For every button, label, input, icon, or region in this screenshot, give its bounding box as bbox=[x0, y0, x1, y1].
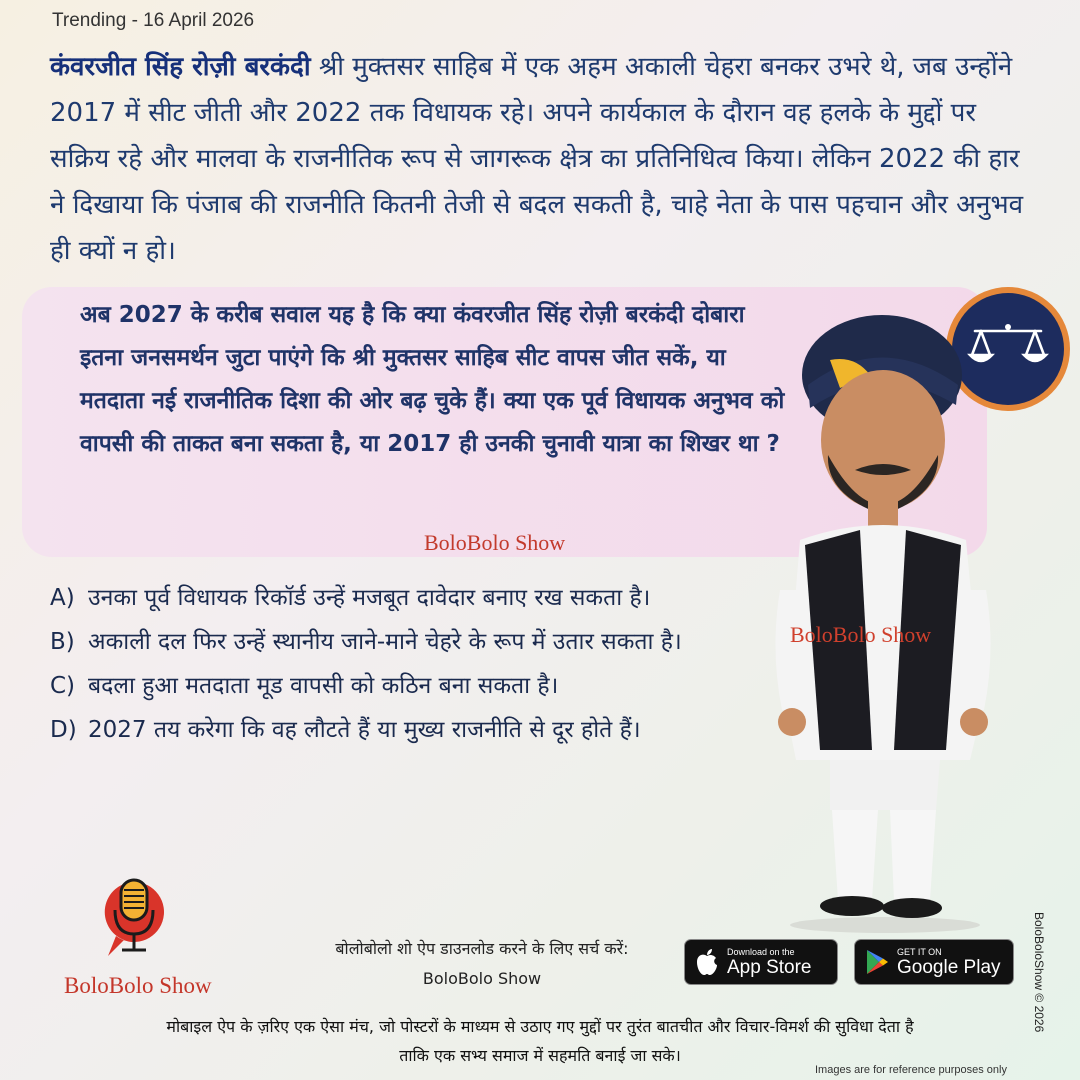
google-play-icon bbox=[865, 949, 889, 975]
answer-options bbox=[50, 576, 730, 752]
google-play-button[interactable] bbox=[854, 939, 1014, 985]
download-instructions bbox=[298, 934, 666, 994]
option-c[interactable] bbox=[50, 664, 730, 708]
option-letter: B) bbox=[50, 629, 75, 655]
intro-paragraph bbox=[50, 44, 1040, 274]
download-line: बोलोबोलो शो ऐप डाउनलोड करने के लिए सर्च करें: bbox=[335, 939, 629, 958]
app-store-label: App Store bbox=[727, 956, 812, 978]
option-text: 2027 तय करेगा कि वह लौटते हैं या मुख्य राजनीति से दूर होते हैं। bbox=[88, 717, 641, 743]
brand-name: BoloBolo Show bbox=[64, 973, 212, 998]
politician-illustration bbox=[760, 290, 1010, 935]
watermark: BoloBolo Show bbox=[424, 530, 566, 555]
option-a[interactable] bbox=[50, 576, 730, 620]
app-store-small-label: Download on the bbox=[727, 946, 795, 957]
disclaimer: Images are for reference purposes only bbox=[815, 1064, 1007, 1076]
google-play-label: Google Play bbox=[897, 956, 1001, 978]
copyright: BoloBoloShow © 2026 bbox=[1032, 912, 1046, 1033]
footer-line: ताकि एक सभ्य समाज में सहमति बनाई जा सके। bbox=[399, 1046, 681, 1065]
intro-text: श्री मुक्तसर साहिब में एक अहम अकाली चेहरा बनकर उभरे थे, जब उन्होंने 2017 में सीट जीती और 2022 तक विधायक रहे। अपने कार्यकाल के दौरान वह हलके के मुद्दों पर सक्रिय रहे और मालवा के राजनीतिक रूप से जागरूक क्षेत्र का प्रतिनिधित्व किया। लेकिन 2022 की हार ने दिखाया कि पंजाब की राजनीति कितनी तेजी से बदल सकती है, चाहे नेता के पास पहचान और अनुभव ही क्यों न हो। bbox=[50, 52, 1024, 266]
microphone-icon bbox=[98, 876, 170, 972]
footer-description bbox=[20, 1012, 1060, 1070]
apple-icon bbox=[695, 948, 719, 976]
watermark-overlay: BoloBolo Show bbox=[790, 622, 932, 647]
option-b[interactable] bbox=[50, 620, 730, 664]
date-line: Trending - 16 April 2026 bbox=[52, 10, 255, 31]
option-letter: A) bbox=[50, 585, 75, 611]
option-letter: C) bbox=[50, 673, 76, 699]
option-letter: D) bbox=[50, 717, 77, 743]
app-store-button[interactable] bbox=[684, 939, 838, 985]
footer-line: मोबाइल ऐप के ज़रिए एक ऐसा मंच, जो पोस्टरों के माध्यम से उठाए गए मुद्दों पर तुरंत बातचीत और विचार-विमर्श की सुविधा देता है bbox=[166, 1017, 914, 1036]
politician-name: कंवरजीत सिंह रोज़ी बरकंदी bbox=[50, 52, 311, 82]
option-text: बदला हुआ मतदाता मूड वापसी को कठिन बना सकता है। bbox=[88, 673, 559, 699]
option-text: उनका पूर्व विधायक रिकॉर्ड उन्हें मजबूत दावेदार बनाए रख सकता है। bbox=[88, 585, 651, 611]
google-play-small-label: GET IT ON bbox=[897, 946, 942, 957]
option-d[interactable] bbox=[50, 708, 730, 752]
option-text: अकाली दल फिर उन्हें स्थानीय जाने-माने चेहरे के रूप में उतार सकता है। bbox=[88, 629, 682, 655]
question-text: अब 2027 के करीब सवाल यह है कि क्या कंवरजीत सिंह रोज़ी बरकंदी दोबारा इतना जनसमर्थन जुटा पाएंगे कि श्री मुक्तसर साहिब सीट वापस जीत सकें, या मतदाता नई राजनीतिक दिशा की ओर बढ़ चुके हैं। क्या एक पूर्व विधायक अनुभव को वापसी की ताकत बना सकता है, या 2017 ही उनकी चुनावी यात्रा का शिखर था ? bbox=[80, 302, 785, 457]
download-app-name: BoloBolo Show bbox=[422, 969, 542, 988]
